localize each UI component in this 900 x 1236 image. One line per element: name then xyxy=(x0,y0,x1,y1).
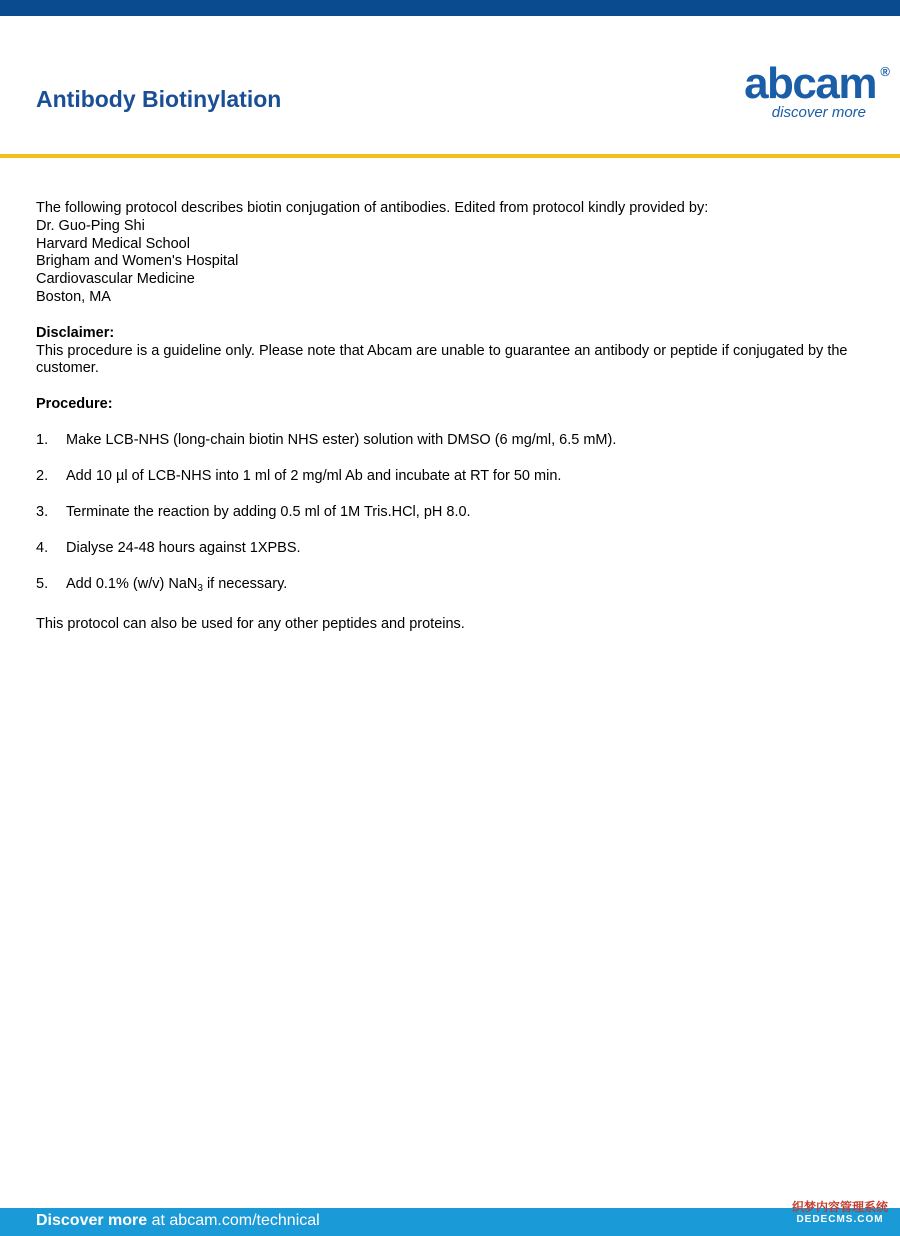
procedure-step xyxy=(36,540,876,558)
watermark-cn: 织梦内容管理系统 xyxy=(791,1200,888,1214)
header-divider xyxy=(0,154,900,158)
step-number: 5. xyxy=(36,575,49,592)
step-text-main: Add 0.1% (w/v) NaN xyxy=(66,575,198,592)
logo-registered-mark: ® xyxy=(880,64,890,79)
step-number: 1. xyxy=(36,431,49,448)
step-number: 3. xyxy=(36,503,49,520)
document-body xyxy=(36,200,876,634)
step-number: 2. xyxy=(36,467,49,484)
procedure-step xyxy=(36,468,876,486)
top-color-bar xyxy=(0,0,900,16)
procedure-step xyxy=(36,432,876,450)
address-line: Brigham and Women's Hospital xyxy=(36,253,239,270)
intro-text: The following protocol describes biotin conjugation of antibodies. Edited from protocol kindly provided by: xyxy=(36,200,709,216)
step-text-end: if necessary. xyxy=(202,575,288,592)
logo-tagline: discover more xyxy=(771,104,866,121)
procedure-step xyxy=(36,576,876,598)
step-text-subscript: 3 xyxy=(197,582,203,594)
step-text: Make LCB-NHS (long-chain biotin NHS ester) solution with DMSO (6 mg/ml, 6.5 mM). xyxy=(66,431,617,448)
step-text: Add 10 µl of LCB-NHS into 1 ml of 2 mg/ml Ab and incubate at RT for 50 min. xyxy=(66,467,562,484)
address-line: Cardiovascular Medicine xyxy=(36,271,195,288)
watermark-en: DEDECMS.COM xyxy=(796,1214,884,1225)
page-title: Antibody Biotinylation xyxy=(36,86,282,112)
footer-bar xyxy=(0,1208,900,1236)
disclaimer-heading: Disclaimer: xyxy=(36,324,115,341)
procedure-step xyxy=(36,504,876,522)
footer-strong-text: Discover more xyxy=(36,1212,148,1229)
logo-wordmark: abcam xyxy=(744,59,876,108)
watermark xyxy=(788,1200,892,1230)
procedure-steps xyxy=(36,432,876,598)
disclaimer-text: This procedure is a guideline only. Please note that Abcam are unable to guarantee an antibody or peptide if conjugated by the customer. xyxy=(36,342,848,377)
address-line: Dr. Guo-Ping Shi xyxy=(36,217,145,234)
footer-text xyxy=(36,1212,320,1230)
address-line: Boston, MA xyxy=(36,288,111,305)
footer-link-text[interactable]: at abcam.com/technical xyxy=(147,1212,320,1229)
step-text: Dialyse 24-48 hours against 1XPBS. xyxy=(66,539,301,556)
step-text: Terminate the reaction by adding 0.5 ml of 1M Tris.HCl, pH 8.0. xyxy=(66,503,471,520)
step-text xyxy=(66,576,287,598)
closing-text: This protocol can also be used for any other peptides and proteins. xyxy=(36,615,465,632)
address-line: Harvard Medical School xyxy=(36,235,190,252)
procedure-heading: Procedure: xyxy=(36,396,113,413)
abcam-logo xyxy=(744,59,890,121)
step-number: 4. xyxy=(36,539,49,556)
